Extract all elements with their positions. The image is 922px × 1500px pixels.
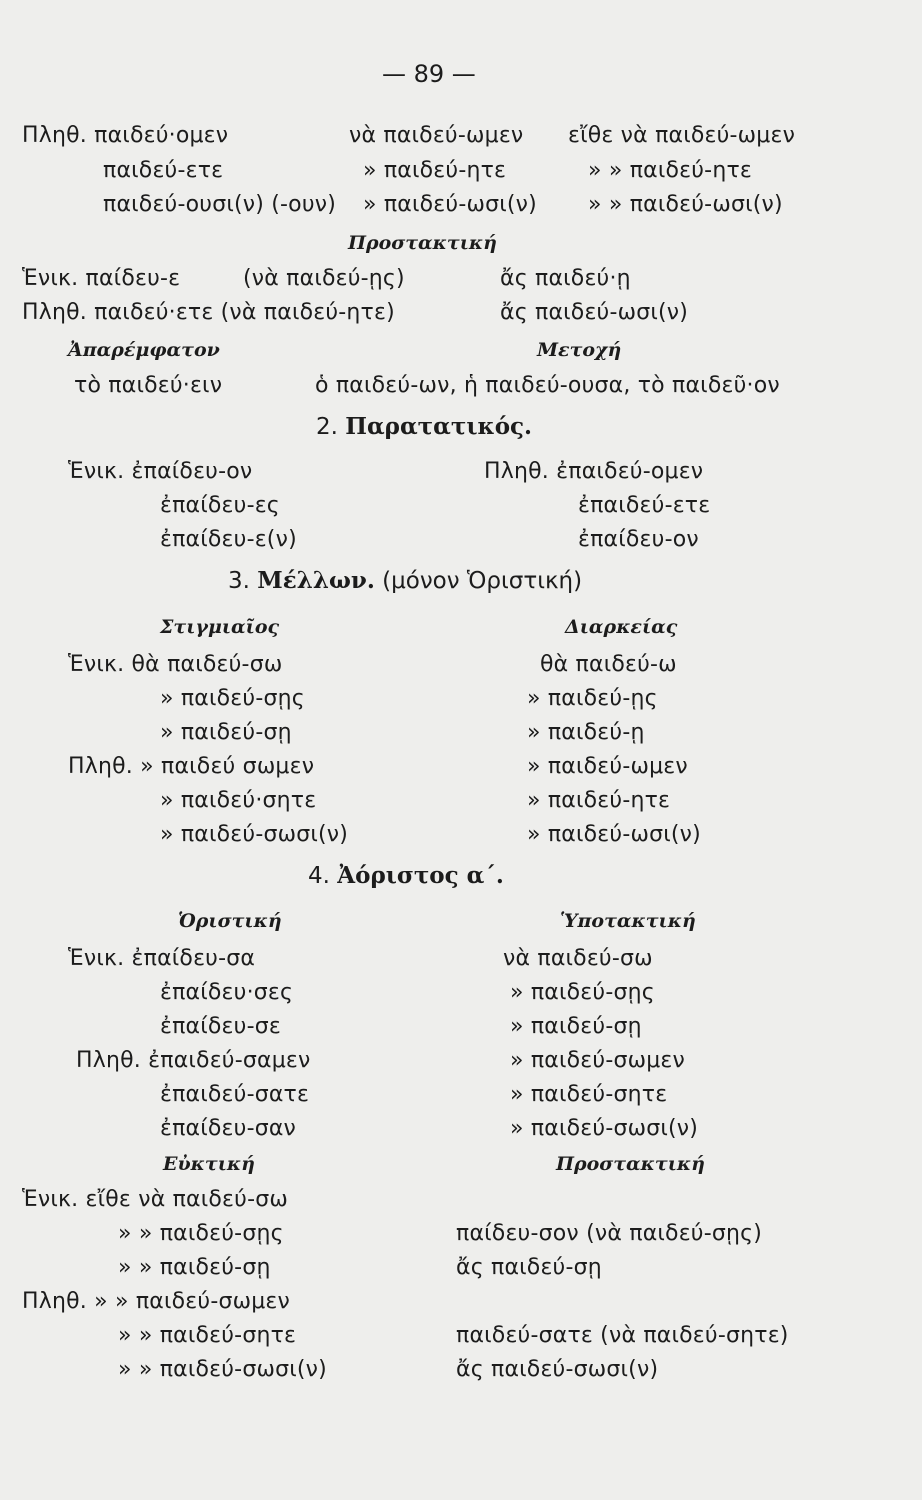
line-27-col-b: ἄς παιδεύ-σωσι(ν) [456, 1357, 659, 1382]
line-5-col-a: Πληθ. παιδεύ·ετε (νὰ παιδεύ-ητε) [22, 300, 395, 325]
section-3-title: Μέλλων. [257, 567, 375, 594]
line-3-col-b: » παιδεύ-ωσι(ν) [363, 192, 537, 217]
line-2-col-a: παιδεύ-ετε [103, 158, 224, 183]
heading-metochi: Μετοχή [537, 339, 622, 361]
line-7-col-b: Πληθ. ἐπαιδεύ-ομεν [484, 459, 704, 484]
line-2-col-c: » » παιδεύ-ητε [588, 158, 752, 183]
line-14-col-b: » παιδεύ-ητε [527, 788, 671, 813]
line-23-col-a: » » παιδεύ-σῃς [118, 1221, 284, 1246]
section-2-title: Παρατατικός. [345, 413, 533, 440]
line-12-col-a: » παιδεύ-σῃ [160, 720, 292, 745]
line-11-col-b: » παιδεύ-ῃς [527, 686, 658, 711]
line-4-col-c: ἄς παιδεύ·ῃ [500, 266, 631, 291]
line-22-col-a: Ἑνικ. εἴθε νὰ παιδεύ-σω [22, 1187, 288, 1212]
line-4-col-a: Ἑνικ. παίδευ-ε [22, 266, 181, 291]
line-6-col-b: ὁ παιδεύ-ων, ἡ παιδεύ-ουσα, τὸ παιδεῦ·ον [315, 373, 780, 398]
line-25-col-a: Πληθ. » » παιδεύ-σωμεν [22, 1289, 291, 1314]
section-3-number: 3. [228, 568, 250, 594]
line-16-col-b: νὰ παιδεύ-σω [503, 946, 653, 971]
section-3-heading [228, 566, 582, 596]
line-18-col-b: » παιδεύ-σῃ [510, 1014, 642, 1039]
section-2-heading [316, 412, 532, 442]
heading-efktiki: Εὐκτική [163, 1153, 255, 1175]
section-2-number: 2. [316, 414, 338, 440]
line-8-col-a: ἐπαίδευ-ες [160, 493, 280, 518]
line-9-col-b: ἐπαίδευ-ον [578, 527, 699, 552]
line-26-col-b: παιδεύ-σατε (νὰ παιδεύ-σητε) [456, 1323, 789, 1348]
line-15-col-a: » παιδεύ-σωσι(ν) [160, 822, 349, 847]
line-4-col-b: (νὰ παιδεύ-ῃς) [243, 266, 405, 291]
line-27-col-a: » » παιδεύ-σωσι(ν) [118, 1357, 327, 1382]
line-9-col-a: ἐπαίδευ-ε(ν) [160, 527, 297, 552]
line-14-col-a: » παιδεύ·σητε [160, 788, 317, 813]
line-2-col-b: » παιδεύ-ητε [363, 158, 507, 183]
line-8-col-b: ἐπαιδεύ-ετε [578, 493, 711, 518]
line-21-col-b: » παιδεύ-σωσι(ν) [510, 1116, 699, 1141]
heading-aparemfaton: Ἀπαρέμφατον [68, 339, 220, 361]
line-19-col-a: Πληθ. ἐπαιδεύ-σαμεν [76, 1048, 311, 1073]
page-number: — 89 — [382, 60, 476, 88]
line-7-col-a: Ἑνικ. ἐπαίδευ-ον [68, 459, 253, 484]
line-18-col-a: ἐπαίδευ-σε [160, 1014, 281, 1039]
line-26-col-a: » » παιδεύ-σητε [118, 1323, 297, 1348]
section-4-number: 4. [308, 863, 330, 889]
heading-oristiki: Ὁριστική [178, 910, 282, 932]
line-17-col-a: ἐπαίδευ·σες [160, 980, 294, 1005]
section-3-note: (μόνον Ὁριστική) [382, 568, 583, 594]
section-4-title: Ἀόριστος α΄. [337, 862, 504, 889]
line-1-col-a: Πληθ. παιδεύ·ομεν [22, 123, 229, 148]
line-23-col-b: παίδευ-σον (νὰ παιδεύ-σῃς) [456, 1221, 763, 1246]
line-10-col-b: θὰ παιδεύ-ω [540, 652, 677, 677]
line-5-col-c: ἄς παιδεύ-ωσι(ν) [500, 300, 689, 325]
line-3-col-c: » » παιδεύ-ωσι(ν) [588, 192, 783, 217]
heading-diarkeias: Διαρκείας [565, 616, 678, 638]
line-1-col-b: νὰ παιδεύ-ωμεν [349, 123, 524, 148]
heading-ypotaktiki: Ὑποτακτική [560, 910, 696, 932]
section-4-heading [308, 861, 504, 891]
line-20-col-b: » παιδεύ-σητε [510, 1082, 668, 1107]
line-10-col-a: Ἑνικ. θὰ παιδεύ-σω [68, 652, 283, 677]
line-12-col-b: » παιδεύ-ῃ [527, 720, 645, 745]
line-17-col-b: » παιδεύ-σῃς [510, 980, 655, 1005]
line-24-col-a: » » παιδεύ-σῃ [118, 1255, 271, 1280]
heading-prostaktiki: Προστακτική [348, 232, 497, 254]
line-16-col-a: Ἑνικ. ἐπαίδευ-σα [68, 946, 256, 971]
line-24-col-b: ἄς παιδεύ-σῃ [456, 1255, 602, 1280]
heading-prostaktiki-aorist: Προστακτική [556, 1153, 705, 1175]
line-13-col-a: Πληθ. » παιδεύ σωμεν [68, 754, 315, 779]
heading-stigmiaios: Στιγμιαῖος [160, 616, 280, 638]
line-20-col-a: ἐπαιδεύ-σατε [160, 1082, 310, 1107]
line-11-col-a: » παιδεύ-σῃς [160, 686, 305, 711]
line-15-col-b: » παιδεύ-ωσι(ν) [527, 822, 701, 847]
line-13-col-b: » παιδεύ-ωμεν [527, 754, 688, 779]
line-19-col-b: » παιδεύ-σωμεν [510, 1048, 686, 1073]
line-21-col-a: ἐπαίδευ-σαν [160, 1116, 297, 1141]
line-1-col-c: εἴθε νὰ παιδεύ-ωμεν [568, 123, 796, 148]
line-6-col-a: τὸ παιδεύ·ειν [74, 373, 223, 398]
line-3-col-a: παιδεύ-ουσι(ν) (-ουν) [103, 192, 337, 217]
